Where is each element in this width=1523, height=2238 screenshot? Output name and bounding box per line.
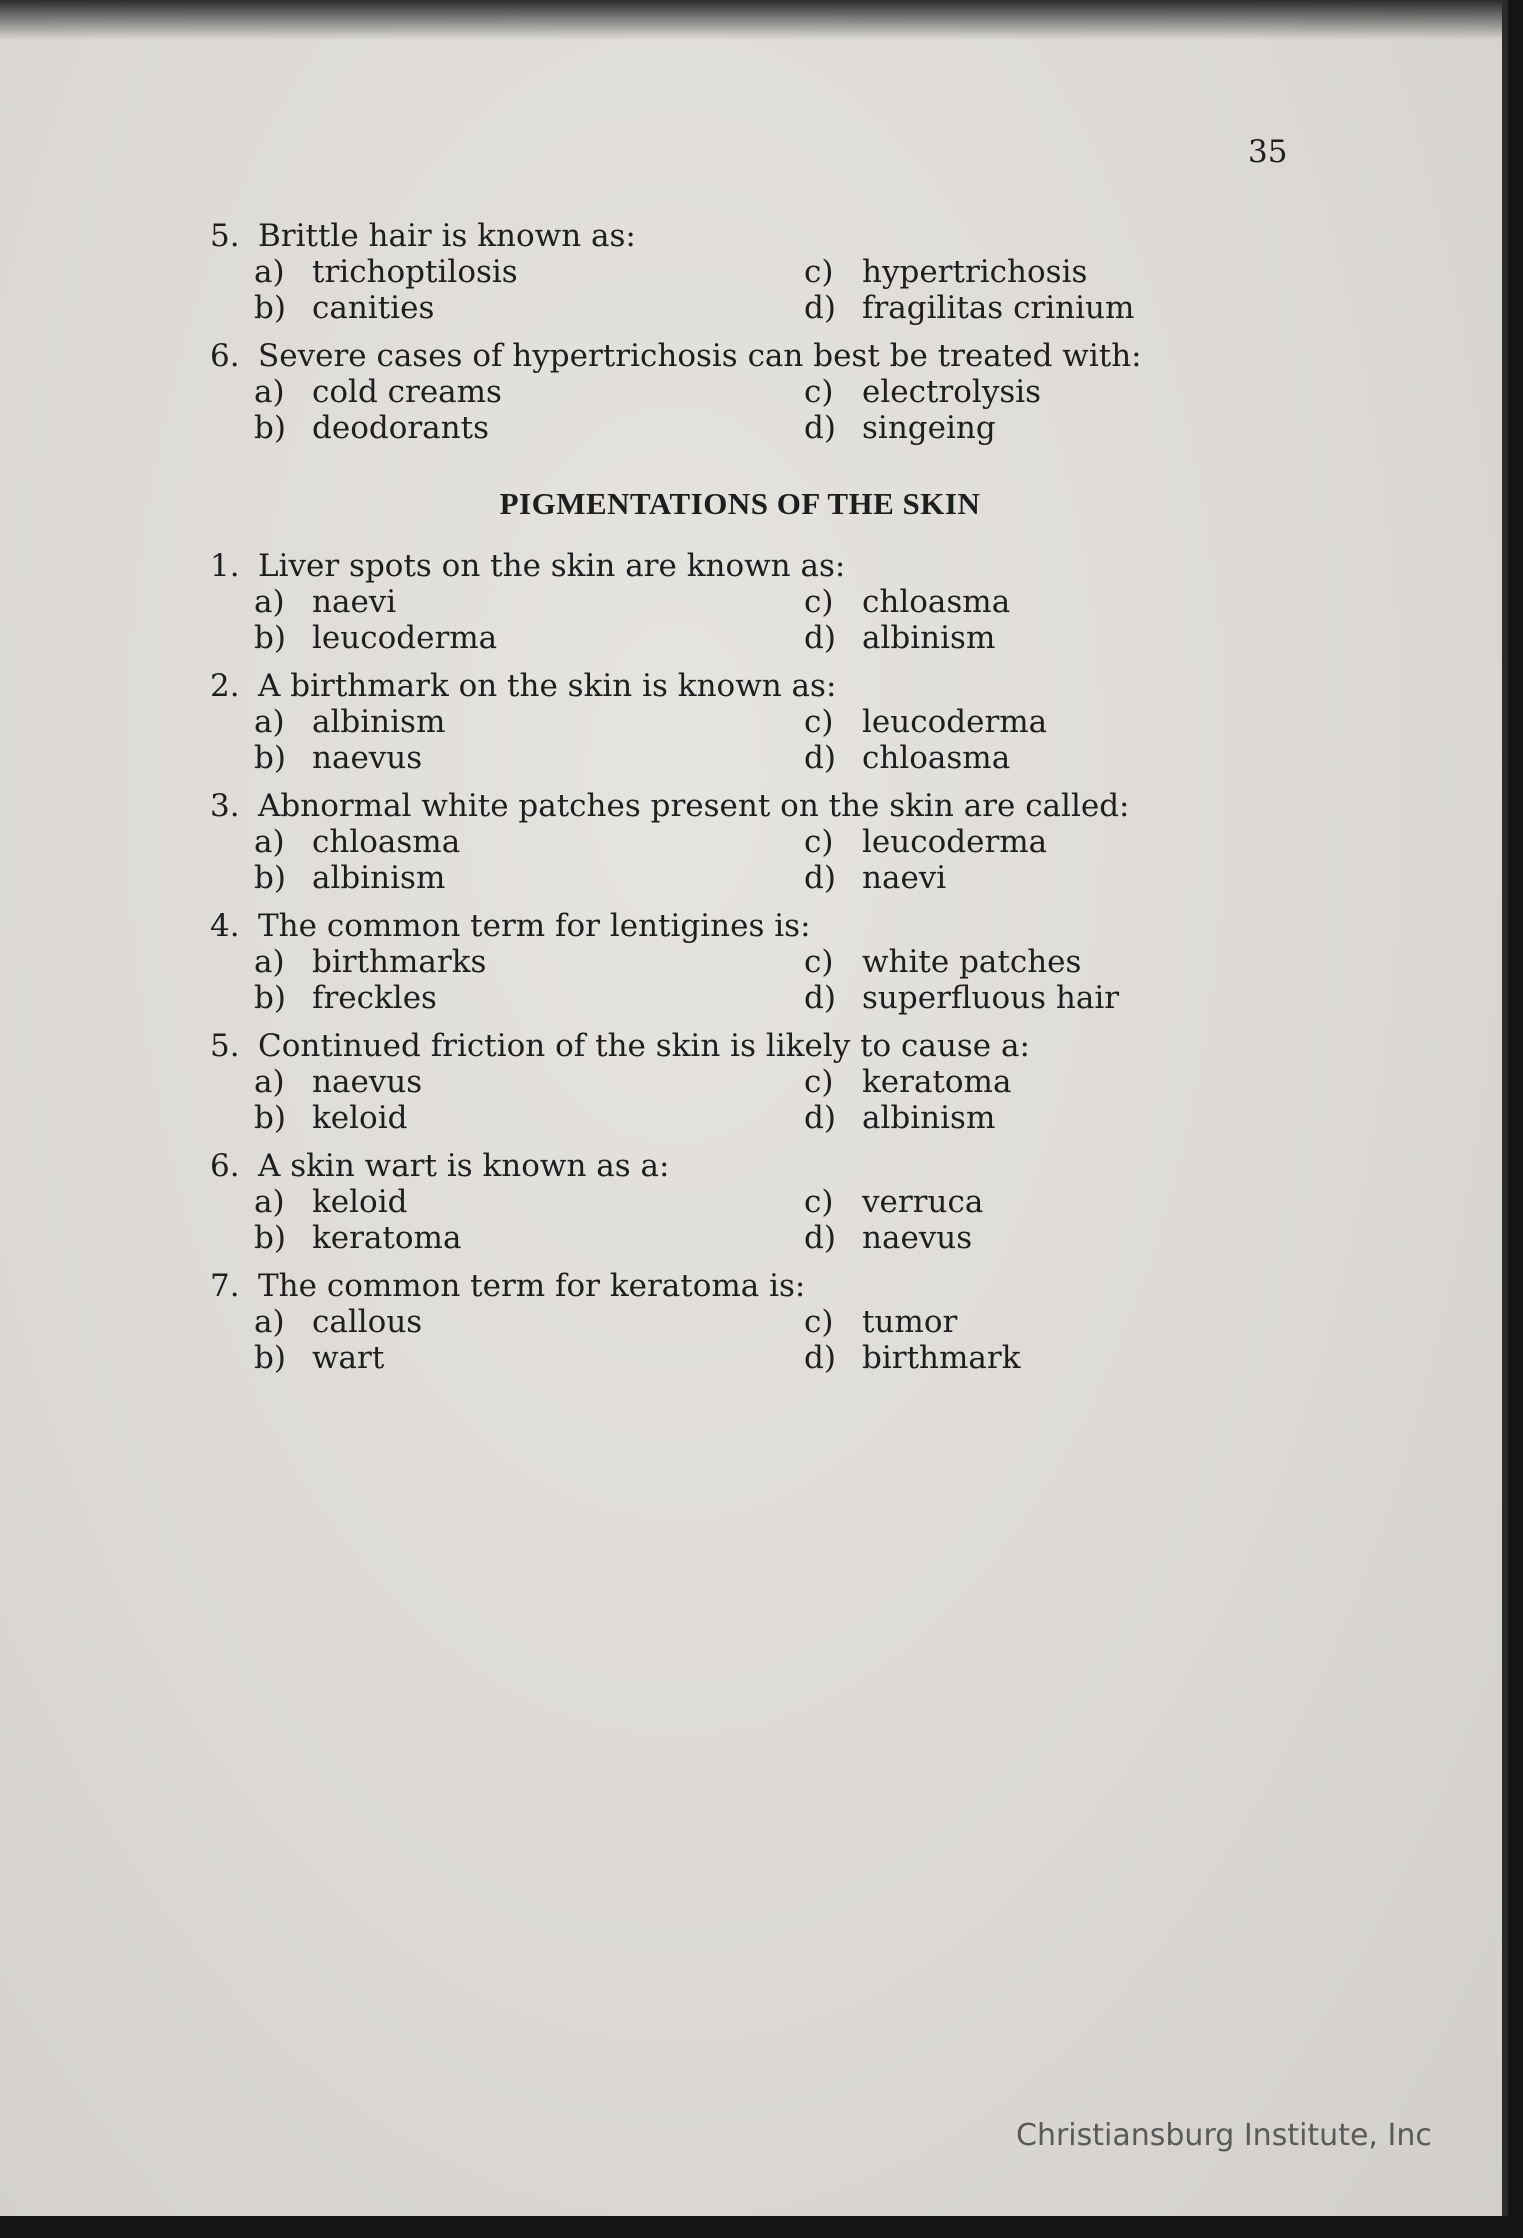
option-d (804, 860, 946, 896)
option-letter: a) (254, 824, 285, 860)
question-stem (210, 788, 1210, 824)
page-number: 35 (1248, 134, 1288, 170)
option-letter: c) (804, 254, 834, 290)
option-letter: c) (804, 584, 834, 620)
question-6 (210, 1148, 1210, 1256)
answer-options (210, 704, 1210, 776)
option-text: naevi (862, 860, 947, 896)
option-text: hypertrichosis (862, 254, 1088, 290)
option-d (804, 410, 996, 446)
watermark: Christiansburg Institute, Inc (1016, 2118, 1432, 2153)
option-letter: d) (804, 290, 836, 326)
option-letter: d) (804, 860, 836, 896)
option-text: keloid (312, 1184, 408, 1220)
option-letter: b) (254, 1340, 286, 1376)
option-letter: d) (804, 410, 836, 446)
question-text: The common term for keratoma is: (258, 1268, 806, 1304)
option-text: keloid (312, 1100, 408, 1136)
option-text: electrolysis (862, 374, 1042, 410)
question-1 (210, 548, 1210, 656)
page-top-shadow (0, 0, 1502, 40)
option-c (804, 374, 1041, 410)
question-text: A skin wart is known as a: (258, 1148, 670, 1184)
answer-options (210, 1304, 1210, 1376)
option-letter: a) (254, 944, 285, 980)
option-letter: d) (804, 620, 836, 656)
option-letter: b) (254, 1220, 286, 1256)
question-stem (210, 1148, 1210, 1184)
option-letter: a) (254, 1304, 285, 1340)
option-a (254, 374, 502, 410)
option-c (804, 704, 1047, 740)
option-b (254, 980, 437, 1016)
option-text: naevi (312, 584, 397, 620)
option-text: deodorants (312, 410, 489, 446)
option-c (804, 824, 1047, 860)
answer-options (210, 824, 1210, 896)
answer-options (210, 1064, 1210, 1136)
option-letter: b) (254, 620, 286, 656)
question-stem (210, 668, 1210, 704)
question-4 (210, 908, 1210, 1016)
question-stem (210, 338, 1210, 374)
option-text: birthmarks (312, 944, 487, 980)
question-number: 5. (210, 1028, 240, 1064)
option-text: wart (312, 1340, 385, 1376)
option-c (804, 944, 1081, 980)
option-letter: d) (804, 1100, 836, 1136)
answer-options (210, 944, 1210, 1016)
option-text: cold creams (312, 374, 502, 410)
option-letter: d) (804, 740, 836, 776)
question-stem (210, 1028, 1210, 1064)
question-text: Continued friction of the skin is likely to cause a: (258, 1028, 1030, 1064)
option-text: birthmark (862, 1340, 1021, 1376)
option-text: fragilitas crinium (862, 290, 1135, 326)
option-d (804, 1340, 1020, 1376)
question-stem (210, 1268, 1210, 1304)
option-c (804, 1064, 1011, 1100)
option-text: verruca (862, 1184, 984, 1220)
option-d (804, 1100, 995, 1136)
question-number: 6. (210, 338, 240, 374)
option-letter: d) (804, 1220, 836, 1256)
question-number: 3. (210, 788, 240, 824)
answer-options (210, 374, 1210, 446)
option-letter: d) (804, 980, 836, 1016)
option-letter: c) (804, 704, 834, 740)
option-text: albinism (862, 1100, 996, 1136)
option-text: chloasma (312, 824, 461, 860)
option-letter: c) (804, 374, 834, 410)
option-letter: b) (254, 290, 286, 326)
option-b (254, 740, 422, 776)
option-text: naevus (862, 1220, 973, 1256)
question-text: A birthmark on the skin is known as: (258, 668, 837, 704)
question-text: Abnormal white patches present on the skin are called: (258, 788, 1130, 824)
question-text: Severe cases of hypertrichosis can best be treated with: (258, 338, 1142, 374)
option-letter: c) (804, 1304, 834, 1340)
answer-options (210, 254, 1210, 326)
question-text: Brittle hair is known as: (258, 218, 636, 254)
option-d (804, 740, 1010, 776)
question-5 (210, 1028, 1210, 1136)
answer-options (210, 584, 1210, 656)
question-number: 7. (210, 1268, 240, 1304)
option-text: leucoderma (862, 824, 1048, 860)
section-heading: PIGMENTATIONS OF THE SKIN (499, 486, 981, 521)
option-letter: a) (254, 1064, 285, 1100)
option-b (254, 290, 434, 326)
option-letter: c) (804, 1184, 834, 1220)
option-c (804, 1184, 983, 1220)
question-top-5 (210, 218, 1210, 326)
option-b (254, 1220, 461, 1256)
option-letter: d) (804, 1340, 836, 1376)
option-text: naevus (312, 1064, 423, 1100)
question-text: Liver spots on the skin are known as: (258, 548, 846, 584)
option-letter: b) (254, 860, 286, 896)
question-7 (210, 1268, 1210, 1376)
question-top-6 (210, 338, 1210, 446)
option-text: leucoderma (312, 620, 498, 656)
option-a (254, 1304, 422, 1340)
option-letter: a) (254, 374, 285, 410)
question-text: The common term for lentigines is: (258, 908, 811, 944)
option-b (254, 860, 445, 896)
question-stem (210, 218, 1210, 254)
option-d (804, 620, 995, 656)
option-text: chloasma (862, 584, 1011, 620)
option-text: keratoma (312, 1220, 462, 1256)
option-letter: b) (254, 1100, 286, 1136)
option-a (254, 1064, 422, 1100)
option-text: albinism (862, 620, 996, 656)
option-a (254, 824, 460, 860)
option-b (254, 1100, 407, 1136)
option-letter: b) (254, 980, 286, 1016)
option-a (254, 944, 486, 980)
option-c (804, 1304, 957, 1340)
question-stem (210, 548, 1210, 584)
question-number: 1. (210, 548, 240, 584)
option-c (804, 584, 1010, 620)
option-text: albinism (312, 704, 446, 740)
question-number: 4. (210, 908, 240, 944)
option-letter: c) (804, 824, 834, 860)
option-letter: b) (254, 740, 286, 776)
option-letter: b) (254, 410, 286, 446)
option-text: albinism (312, 860, 446, 896)
question-2 (210, 668, 1210, 776)
option-text: keratoma (862, 1064, 1012, 1100)
option-text: leucoderma (862, 704, 1048, 740)
question-number: 2. (210, 668, 240, 704)
question-number: 6. (210, 1148, 240, 1184)
question-number: 5. (210, 218, 240, 254)
option-text: singeing (862, 410, 996, 446)
option-text: canities (312, 290, 435, 326)
option-letter: a) (254, 584, 285, 620)
option-d (804, 290, 1134, 326)
option-c (804, 254, 1087, 290)
option-letter: a) (254, 254, 285, 290)
option-letter: a) (254, 1184, 285, 1220)
option-a (254, 704, 445, 740)
option-text: callous (312, 1304, 423, 1340)
option-text: freckles (312, 980, 437, 1016)
option-b (254, 620, 497, 656)
option-a (254, 254, 518, 290)
option-text: tumor (862, 1304, 958, 1340)
question-stem (210, 908, 1210, 944)
option-d (804, 980, 1119, 1016)
option-text: superfluous hair (862, 980, 1120, 1016)
option-a (254, 1184, 407, 1220)
page-content (210, 218, 1210, 1388)
option-b (254, 410, 489, 446)
option-text: naevus (312, 740, 423, 776)
option-a (254, 584, 396, 620)
option-text: trichoptilosis (312, 254, 518, 290)
option-letter: c) (804, 1064, 834, 1100)
answer-options (210, 1184, 1210, 1256)
option-letter: a) (254, 704, 285, 740)
option-text: chloasma (862, 740, 1011, 776)
question-3 (210, 788, 1210, 896)
option-b (254, 1340, 384, 1376)
option-d (804, 1220, 972, 1256)
option-text: white patches (862, 944, 1082, 980)
option-letter: c) (804, 944, 834, 980)
